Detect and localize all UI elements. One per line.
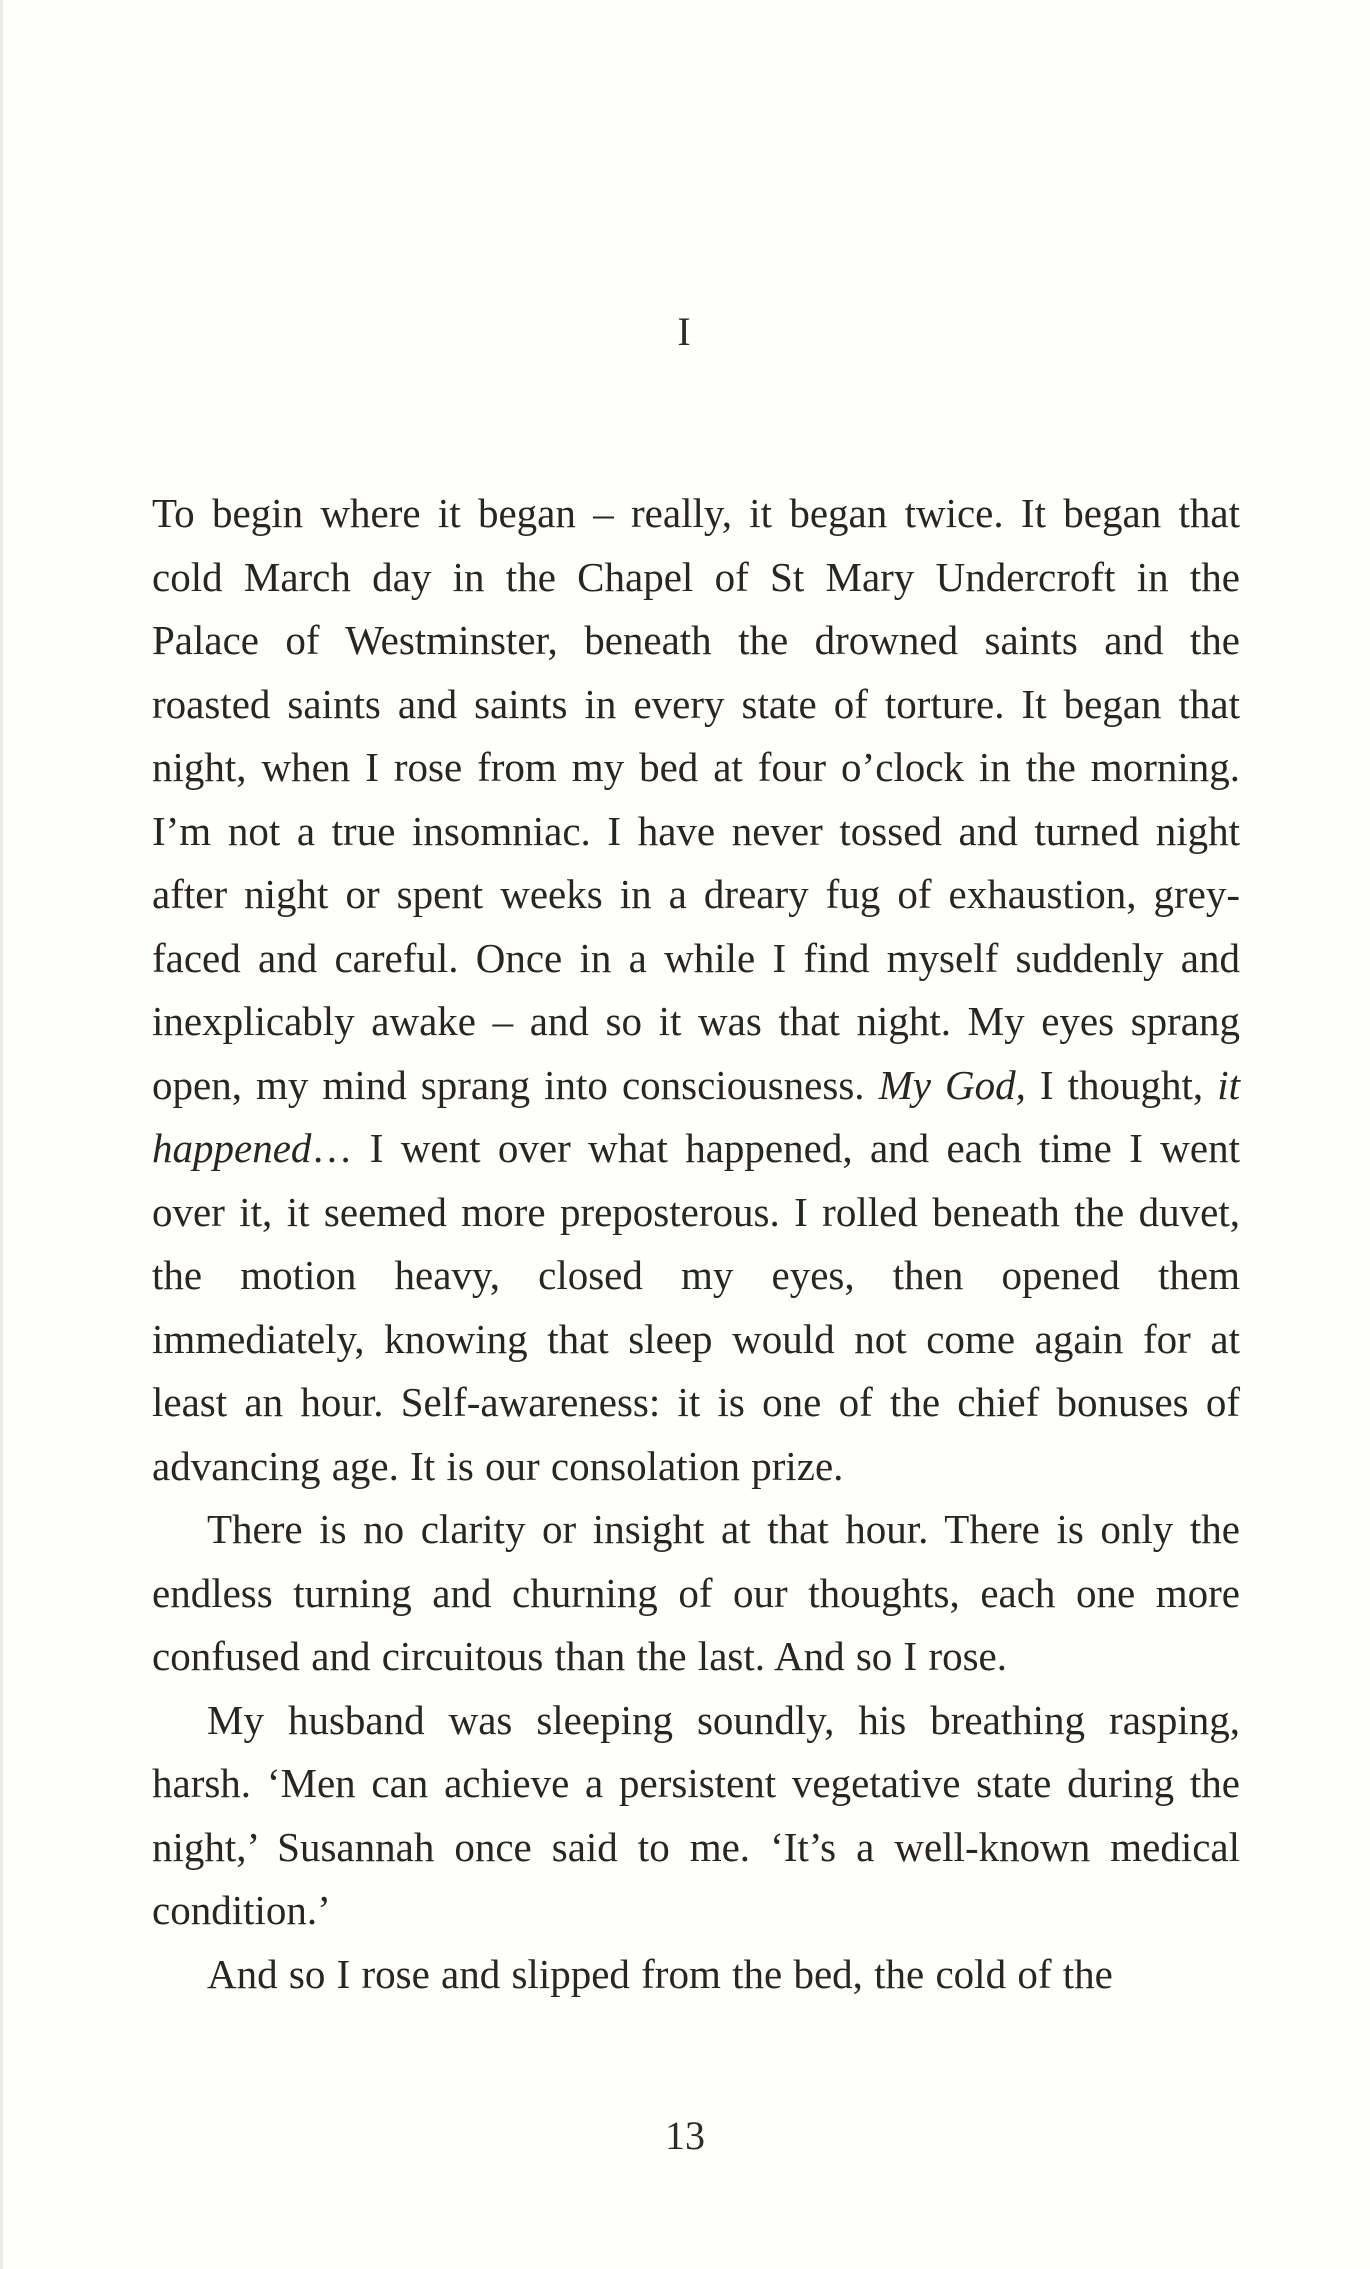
paragraph-text: My husband was sleeping soundly, his breathing rasping, harsh. ‘Men can achieve a persistent vegetative state during the night,’ Susannah once said to me. ‘It’s a well-known medical condition.’ <box>152 1696 1240 1933</box>
chapter-body-text <box>152 482 1240 2006</box>
paragraph-text: … I went over what happened, and each time I went over it, it seemed more preposterous. I rolled beneath the duvet, the motion heavy, closed my eyes, then opened them immediately, knowing that sleep would not come again for at least an hour. Self-awareness: it is one of the chief bonuses of advancing age. It is our consolation prize. <box>152 1125 1240 1489</box>
italic-text: My God, <box>878 1061 1026 1108</box>
chapter-number: I <box>677 309 693 354</box>
italic-text: it happened <box>152 1061 1240 1171</box>
paragraph-text: To begin where it began – really, it began twice. It began that cold March day in the Chapel of St Mary Undercroft in the Palace of Westminster, beneath the drowned saints and the roasted saints and saints in every state of torture. It began that night, when I rose from my bed at four o’clock in the morning. I’m not a true insomniac. I have never tossed and turned night after night or spent weeks in a dreary fug of exhaustion, grey-faced and careful. Once in a while I find myself suddenly and inexplicably awake – and so it was that night. My eyes sprang open, my mind sprang into consciousness. <box>152 490 1240 1108</box>
page-number: 13 <box>665 2113 705 2158</box>
paragraph-text: There is no clarity or insight at that hour. There is only the endless turning and churning of our thoughts, each one more confused and circuitous than the last. And so I rose. <box>152 1506 1240 1679</box>
paragraph <box>152 482 1240 1498</box>
paragraph <box>152 1498 1240 1689</box>
paragraph <box>152 1943 1240 2007</box>
paragraph-text: And so I rose and slipped from the bed, the cold of the <box>207 1950 1113 1997</box>
paragraph <box>152 1689 1240 1943</box>
paragraph-text: I thought, <box>1025 1061 1218 1108</box>
